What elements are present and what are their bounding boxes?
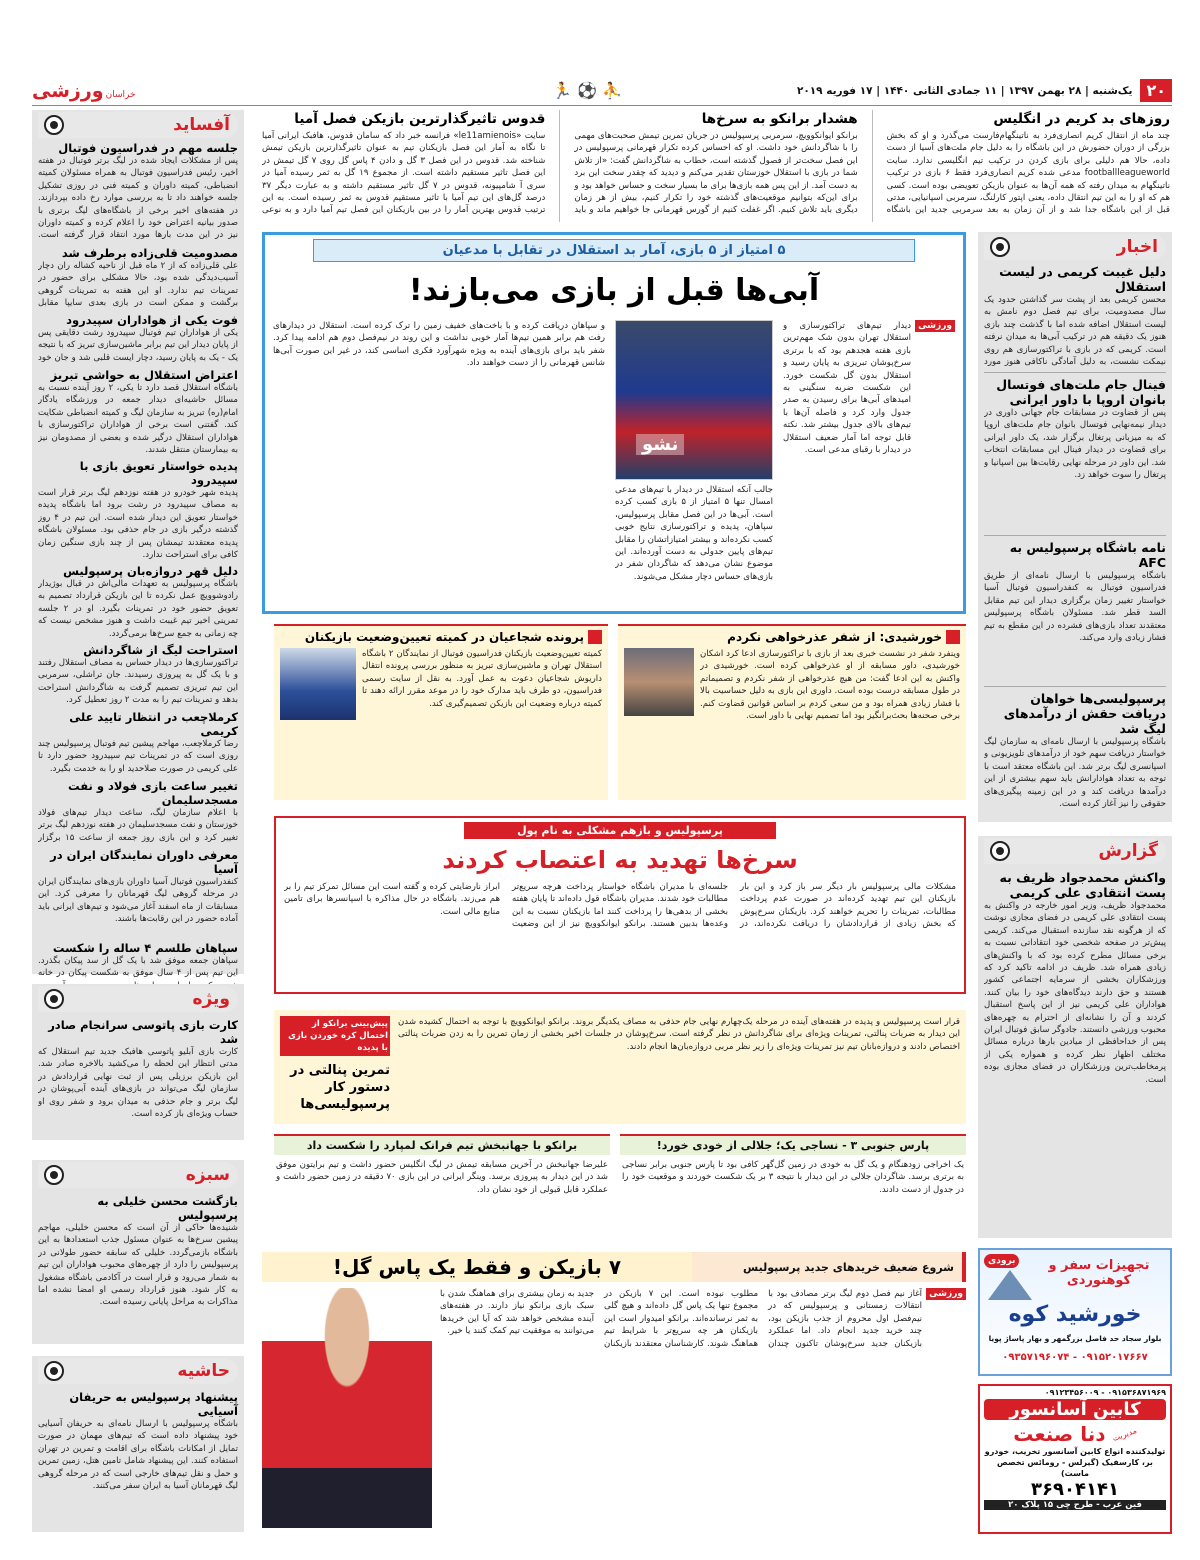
ball-icon [44,115,64,135]
news-item [38,710,238,776]
news-title: نامه باشگاه پرسپولیس به AFC [1009,540,1166,570]
right-report-box [978,836,1172,1238]
news-title: جلسه مهم در فدراسیون فوتبال [58,141,238,155]
main-story-box [262,232,966,614]
red-marker-icon [946,630,960,644]
story-kicker: پرسپولیس و بازهم مشکلی به نام پول [464,822,776,839]
logo-city: خراسان [105,89,136,100]
news-text: باشگاه پرسپولیس با ارسال نامه‌ای از طریق فدراسیون فوتبال به کنفدراسیون فوتبال آسیا خواستار تغییر زمان برگزاری دیدار این تیم مقابل السد قطر شد. مسئولان باشگاه پرسپولیس معتقدند تعداد بازی‌های فشرده در این مقطع به تیم فشار زیادی وارد می‌کند. [984,571,1166,644]
news-text: باشگاه پرسپولیس به تعهدات مالی‌اش در قبال بوژیدار رادوشوویچ عمل نکرده تا این بازیکن قرارداد تصمیم به تعویق حضور خود در تمرینات بگیرد. او در ۲ جلسه تمرینی اخیر تیم غیبت داشت و هنوز مشخص نیست که چه زمانی به جمع سرخ‌ها برمی‌گردد. [38,579,238,639]
news-text: شنیده‌ها حاکی از آن است که محسن خلیلی، مهاجم پیشین سرخ‌ها به عنوان مسئول جذب استعدادها به این باشگاه بازمی‌گردد. خلیلی که سابقه حضور طولانی در پرسپولیس را دارد از چهره‌های محبوب هواداران این تیم به شمار می‌رود و قرار است در آکادمی باشگاه مشغول به کار شود. هنوز قرارداد رسمی او امضا نشده اما مذاکرات به مراحل پایانی رسیده است. [38,1223,238,1308]
referee-photo [624,648,694,716]
section-title: حاشیه [177,1361,230,1381]
body-text: علیرضا جهانبخش در آخرین مسابقه تیمش در لیگ انگلیس حضور داشت و تیم برایتون موفق شد در این دیدار به پیروزی برسد. وینگر ایرانی در این بازی ۷۰ دقیقه در زمین حضور داشت و عملکرد قابل قبولی از خود نشان داد. [276,1160,608,1195]
duo-right [620,1134,966,1244]
logo-word: ورزشی [32,79,104,102]
news-item [38,459,238,561]
sponsor-text: نشو [636,434,684,455]
main-headline: آبی‌ها قبل از بازی می‌بازند! [408,273,820,308]
news-title: تغییر ساعت بازی فولاد و نفت مسجدسلیمان [68,779,238,807]
penalty-box [274,1010,966,1124]
news-text: سپاهان جمعه موفق شد با یک گل از سد پیکان بگذرد. این تیم پس از ۴ سال موفق به شکست پیکان در خانه [38,956,238,979]
body-text: و سپاهان دریافت کرده و با باخت‌های خفیف زمین را ترک کرده است. استقلال در دیدارهای رفت هم برابر همین تیم‌ها آمار خوبی نداشت و این روند در نیم‌فصل دوم هم ادامه پیدا کرد. شفر باید برای بازی‌های آینده به ویژه شهرآورد فکری اساسی کند، در غیر این صورت آبی‌ها شانس قهرمانی را از دست خواهند داد. [273,321,605,369]
box-kicker: خورشیدی: از شفر عذرخواهی نکردم [727,630,942,644]
ad-badge: برودی [984,1254,1019,1268]
news-text: پس از قضاوت در مسابقات جام جهانی داوری در دیدار نیمه‌نهایی فوتسال بانوان جام ملت‌های اروپا که به میزبانی پرتغال برگزار شد، یک داور ایرانی برای قضاوت در دیدار فینال این مسابقات انتخاب شد. این داور در مرحله نهایی رقابت‌ها بین اسپانیا و پرتغال را سوت خواهد زد. [984,408,1166,481]
news-title: کارت بازی پاتوسی سرانجام صادر شد [48,1018,238,1046]
news-title: معرفی داوران نمایندگان ایران در آسیا [50,848,238,876]
page-header [32,76,1172,106]
ad-phone: ۰۹۱۵۲۰۱۷۶۶۷ - ۰۹۳۵۷۱۹۶۰۷۴ [1002,1352,1148,1363]
section-banner-offside [38,112,238,138]
body-text: مشکلات مالی پرسپولیس بار دیگر سر باز کرد و این بار بازیکنان این تیم تهدید کرده‌اند در صورت عدم پرداخت مطالبات، تمرینات را تحریم خواهند کرد. بازیکنان سرخ‌پوش که بخش زیادی از قراردادشان را دریافت نکرده‌اند، در جلسه‌ای با مدیران باشگاه خواستار پرداخت هرچه سریع‌تر مطالبات خود شدند. مدیران باشگاه قول داده‌اند تا پایان هفته بخشی از بدهی‌ها را پرداخت کنند اما بازیکنان نسبت به این وعده‌ها بدبین هستند. برانکو ایوانکوویچ نیز از این وضعیت ابراز نارضایتی کرده و گفته است این مسائل تمرکز تیم را بر هم می‌زند. باشگاه در حال مذاکره با اسپانسرها برای تامین منابع مالی است. [284,882,956,930]
box-label: پیش‌بینی برانکو از احتمال کره خوردن بازی با پدیده [280,1016,390,1056]
news-text: با اعلام سازمان لیگ، ساعت دیدار تیم‌های فولاد خوزستان و نفت مسجدسلیمان در هفته نوزدهم لیگ برتر تغییر کرد و این بازی روز جمعه از ساعت ۱۵ برگزار [38,808,238,843]
news-text: محسن کریمی بعد از پشت سر گذاشتن حدود یک سال مصدومیت، برای تیم فصل دوم نامش به لیست استقلال اضافه شده اما با گذشت چند بازی هنوز یک دقیقه هم در ترکیب آبی‌ها به میدان نرفته است. کریمی که در بازی با تراکتورسازی هم روی نیمکت نشست، به دلیل آمادگی ناکافی هنوز مورد [984,295,1166,368]
section-banner-special [38,986,238,1012]
news-text: باشگاه استقلال قصد دارد تا یکی، ۲ روز آینده نسبت به مسائل حاشیه‌ای دیدار جمعه در ورزشگاه یادگار امام(ره) تبریز به سازمان لیگ و کمیته انضباطی شکایت کند. گفتنی است برخی از هواداران تراکتورسازی با هواداران استقلال درگیر شده و بعضی از مصدومان نیز به بیمارستان منتقل شدند. [38,383,238,456]
top-story-2 [574,110,857,222]
news-item [38,246,238,310]
news-item [984,377,1166,531]
news-text: محمدجواد ظریف، وزیر امور خارجه در واکنش به پست انتقادی علی کریمی در فضای مجازی نوشت که از هرگونه نقد سازنده استقبال می‌کند. کریمی پیش‌تر در صفحه شخصی خود انتقاداتی نسبت به برخی مسائل مطرح کرده بود که با واکنش‌های زیادی همراه شد. ظریف در ادامه تاکید کرد که ورزشکاران بخشی از سرمایه اجتماعی کشور هستند و حق دارند دیدگاه‌های خود را بیان کنند. هواداران علی کریمی نیز از این پاسخ استقبال کردند و آن را نشانه‌ای از احترام به چهره‌های محبوب ورزشی دانستند. جادوگر سابق فوتبال ایران پس از خداحافظی از میادین بارها درباره مسائل مختلف اظهار نظر کرده و همواره یکی از پرمخاطب‌ترین ورزشکاران در فضای مجازی بوده است. [984,901,1166,1085]
section-title: اخبار [1116,237,1158,257]
top-strip [262,110,1170,222]
left-news-column [32,110,244,979]
body-text: کمیته تعیین‌وضعیت بازیکنان فدراسیون فوتبال از نمایندگان ۲ باشگاه استقلال تهران و ماشین‌سازی تبریز به منظور بررسی پرونده انتقال داریوش شجاعیان دعوت به عمل آورد. به نقل از سایت رسمی فدراسیون، دو طرف باید مدارک خود را در موعد مقرر ارائه دهند تا کمیته درباره وضعیت این بازیکن تصمیم‌گیری کند. [362,649,602,709]
section-title: گزارش [1098,841,1158,861]
top-story-3 [262,110,545,222]
story-headline: سرخ‌ها تهدید به اعتصاب کردند [442,846,798,874]
section-banner-report [984,838,1166,864]
headline: قدوس تاثیرگذارترین بازیکن فصل آمیا [294,111,546,127]
ad-mountain-gear [978,1248,1172,1376]
ad-phone-top: ۰۹۱۵۳۶۸۷۱۹۶۹ - ۰۹۱۲۳۴۵۶۰۰۹ [1044,1388,1166,1397]
story-kicker: شروع ضعیف خریدهای جدید پرسپولیس [743,1260,954,1274]
transfer-box [274,624,608,800]
news-item [38,368,238,456]
player-photo [262,1288,432,1528]
new-signings-story [262,1252,966,1534]
news-title: بازگشت محسن خلیلی به پرسپولیس [97,1194,238,1222]
news-item [38,141,238,243]
sport-pictograms: ⛹ ⚽ 🏃 [552,81,622,100]
news-title: پیشنهاد پرسپولیس به حریفان آسیایی [69,1390,238,1418]
headline: هشدار برانکو به سرخ‌ها [701,111,858,127]
ball-icon [990,841,1010,861]
story-kicker: پارس جنوبی ۳ - نساجی یک؛ جلالی از خودی خورد! [620,1136,966,1155]
news-item [38,643,238,707]
news-title: کرملاچعب در انتظار تایید علی کریمی [69,710,238,738]
source-tag: ورزشی [915,320,955,332]
news-title: دلیل قهر دروازه‌بان پرسپولیس [63,564,238,578]
news-text: یکی از هواداران تیم فوتبال سپیدرود رشت دقایقی پس از پایان دیدار این تیم برابر ماشین‌سازی تبریز که با نتیجه یک - یک به پایان رسید، دچار ایست قلبی شد و جان خود [38,328,238,363]
news-title: پدیده خواستار تعویق بازی با سپیدرود [79,459,238,487]
news-text: کارت بازی آبلیو پاتوسی هافبک جدید تیم استقلال که مدتی انتظار این لحظه را می‌کشید بالاخره صادر شد. این بازیکن برزیلی پس از ثبت نهایی قراردادش در سازمان لیگ می‌تواند در بازی‌های آینده آبی‌پوشان در لیگ برتر و جام حذفی به میدان برود و شفر روی او حساب ویژه‌ای باز کرده است. [38,1047,238,1120]
section-title: آفساید [173,115,230,135]
main-col-right [783,320,955,596]
ad-phone: ۳۶۹۰۴۱۴۱ [1031,1479,1119,1500]
left-margin-box [32,1356,244,1532]
news-item [984,540,1166,682]
body-text: وینفرد شفر در نشست خبری بعد از بازی با تراکتورسازی ادعا کرد اشکان خورشیدی، داور مسابقه از او عذرخواهی کرده است. خورشیدی در واکنش به این ادعا گفت: من هیچ عذرخواهی از شفر نکردم و تصمیماتم در طول مسابقه درست بوده است. داوری این بازی به دلیل حساسیت بالا با فشار زیادی همراه بود و من سعی کردم بر اساس قوانین قضاوت کنم. برخی صحنه‌ها بحث‌برانگیز بود اما تصمیم نهایی با داور است. [700,649,960,722]
ad-title: تجهیزات سفر و کوهنوردی [1048,1258,1150,1288]
ad-brand: خورشید کوه [1008,1302,1142,1327]
news-title: مصدومیت قلی‌زاده برطرف شد [61,246,238,260]
news-title: فوت یکی از هواداران سپیدرود [66,313,238,327]
news-item [38,848,238,938]
left-special-box [32,984,244,1140]
news-text: علی قلی‌زاده که از ۲ ماه قبل از ناحیه کشاله ران دچار آسیب‌دیدگی شده بود، حالا مشکلی برای حضور در تمرینات تیم ندارد. او این هفته به تمرینات گروهی برگشت و ممکن است در بازی بعدی سایپا مقابل [38,261,238,309]
box-headline: تمرین پنالتی در دستور کار پرسپولیسی‌ها [290,1063,390,1112]
ad-elevator [978,1384,1172,1534]
body-text: یک اخراجی زودهنگام و یک گل به خودی در زمین گل‌گهر کافی بود تا پارس جنوبی برابر نساجی به برتری برسد. شاگردان جلالی در این دیدار با نتیجه ۳ بر یک شکست خوردند و موقعیت خود را در جدول از دست دادند. [622,1160,964,1195]
news-title: اعتراض استقلال به حواشی تبریز [50,368,238,382]
mountain-icon [988,1270,1032,1300]
news-text: باشگاه پرسپولیس با ارسال نامه‌ای به سازمان لیگ خواستار دریافت سهم خود از درآمدهای تلویزیونی و اسپانسری لیگ برتر شد. این باشگاه معتقد است با توجه به تعداد هوادارانش باید سهم بیشتری از این درآمدها دریافت کند و در این زمینه پیگیری‌های حقوقی را نیز آغاز کرده است. [984,737,1166,810]
section-title: ویژه [192,989,230,1009]
news-text: پدیده شهر خودرو در هفته نوزدهم لیگ برتر قرار است به مصاف سپیدرود در رشت برود اما باشگاه پدیده خواستار تعویق این دیدار شده است. این تیم در ۴ روز گذشته درگیر بازی در جام حذفی بود. مسئولان باشگاه پدیده معتقدند تیمشان پس از چند بازی سنگین زمان کافی برای استراحت ندارد. [38,488,238,561]
news-item [38,779,238,845]
box-kicker: پرونده شجاعیان در کمیته تعیین‌وضعیت بازیکنان [304,630,584,644]
news-text: باشگاه پرسپولیس با ارسال نامه‌ای به حریفان آسیایی خود پیشنهاد داده است که تیم‌های مهمان در صورت تمایل از امکانات باشگاه برای اقامت و تمرین در تهران استفاده کنند. این پیشنهاد شامل تامین هتل، زمین تمرین و حمل و نقل تیم‌های خارجی است که در مرحله گروهی لیگ قهرمانان آسیا به ایران سفر می‌کنند. [38,1419,238,1492]
news-title: واکنش محمدجواد ظریف به پست انتقادی علی کریمی [999,870,1166,900]
right-news-column [978,232,1172,822]
ad-title: کابین آسانسور [984,1399,1166,1420]
referee-box [618,624,966,800]
date-line: یک‌شنبه | ۲۸ بهمن ۱۳۹۷ | ۱۱ جمادی الثانی ۱۴۴۰ | ۱۷ فوریه ۲۰۱۹ [796,84,1133,97]
section-logo [32,80,136,102]
news-title: فینال جام ملت‌های فوتسال بانوان اروپا با داور ایرانی [996,377,1166,407]
ad-address: فین عرب - طرح چی ۱۵ پلاک ۲۰ [984,1500,1166,1510]
body-text: آغاز نیم فصل دوم لیگ برتر مصادف بود با انتقالات زمستانی و پرسپولیس که در نیم‌فصل اول محروم از جذب بازیکن بود، چند خرید جدید انجام داد. اما عملکرد بازیکنان جدید سرخ‌پوشان تاکنون چندان مطلوب نبوده است. این ۷ بازیکن در مجموع تنها یک پاس گل داده‌اند و هیچ گلی به ثمر نرسانده‌اند. برانکو امیدوار است این بازیکنان هر چه سریع‌تر با شرایط تیم هماهنگ شوند. کارشناسان معتقدند بازیکنان جدید به زمان بیشتری برای هماهنگ شدن با سبک بازی برانکو نیاز دارند. در هفته‌های آینده مشخص خواهد شد که آیا این خریدها می‌توانند به موفقیت تیم کمک کنند یا خیر. [440,1289,923,1349]
ad-description: تولیدکننده انواع کابین آسانسور تخریب، خودرو بر، کارسفیک (گیرلس - رومائس تخصص ماست) [984,1447,1166,1478]
player-photo [280,648,356,720]
left-green-box [32,1160,244,1344]
headline: روزهای بد کریم در انگلیس [993,111,1170,127]
source-tag: ورزشی [926,1288,966,1300]
news-item [984,264,1166,368]
news-text: پس از مشکلات ایجاد شده در لیگ برتر فوتبال در هفته اخیر، رئیس فدراسیون فوتبال به همراه مسئولان کمیته انضباطی، کمیته داوران و کمیته فنی در روزی تشکیل جلسه خواهند داد تا به بررسی موارد رخ داده بپردازند. در هفته‌های اخیر برخی از باشگاه‌های لیگ برتری با صدور بیانیه اعتراض خود را اعلام کرده و کمیته داوران نیز در این مدت بارها مورد انتقاد قرار گرفته است. [38,156,238,241]
news-title: دلیل غیبت کریمی در لیست استقلال [999,264,1166,294]
ball-icon [44,1361,64,1381]
page-number: ۲۰ [1140,79,1172,102]
news-item [984,691,1166,822]
duo-left [274,1134,610,1244]
body-text: جالب آنکه استقلال در دیدار با تیم‌های مدعی امسال تنها ۵ امتیاز از ۵ بازی کسب کرده است. آبی‌ها در این فصل مقابل پرسپولیس، سپاهان، پدیده و تراکتورسازی نتایج خوبی کسب نکرده‌اند و بیشتر امتیازاتشان را مقابل تیم‌های پایین جدولی به دست آورده‌اند. این موضوع نشان می‌دهد که شاگردان شفر در بازی‌های حساس دچار مشکل می‌شوند. [615,485,773,582]
ball-icon [990,237,1010,257]
news-title: سپاهان طلسم ۴ ساله را شکست [52,941,238,955]
news-text: کنفدراسیون فوتبال آسیا داوران بازی‌های نمایندگان ایران در مرحله گروهی لیگ قهرمانان را معرفی کرد. این مسابقات از ماه اسفند آغاز می‌شود و تیم‌های ایرانی باید آماده حضور در این رقابت‌ها باشند. [38,877,238,925]
match-photo [615,320,773,480]
section-banner-green [38,1162,238,1188]
news-text: رضا کرملاچعب، مهاجم پیشین تیم فوتبال پرسپولیس چند روزی است که در تمرینات تیم سپیدرود حضور دارد تا علی کریمی در صورت صلاحدید او را به خدمت بگیرد. [38,739,238,774]
news-text: تراکتورسازی‌ها در دیدار حساس به مصاف استقلال رفتند و با یک گل به پیروزی رسیدند. جان تراشلی، سرمربی این تیم تبریزی تصمیم گرفت به شاگردانش استراحت بدهد و تمرینات تیم را به مدت ۲ روز تعطیل کرد. [38,658,238,706]
body-text: دیدار تیم‌های تراکتورسازی و استقلال تهران بدون شک مهم‌ترین بازی هفته هجدهم بود که با برتری سرخ‌پوشان تبریزی به پایان رسید و استقلال بدون گل شکست خورد. این شکست ضربه سنگینی به امیدهای آبی‌ها برای رسیدن به صدر جدول وارد کرد و فاصله آن‌ها با تیم‌های بالای جدول بیشتر شد. نکته قابل توجه اما آمار ضعیف استقلال در دیدار با رقبای مدعی است. [783,321,912,456]
strike-story-box [274,816,966,994]
news-title: پرسپولیسی‌ها خواهان دریافت حقش از درآمدهای لیگ شد [1003,691,1166,736]
news-item [38,313,238,365]
section-title: سبزه [185,1165,230,1185]
red-marker-icon [588,630,602,644]
ad-brand: دنا صنعت [1013,1422,1106,1446]
story-kicker: برانکو با جهانبخش تیم فرانک لمپارد را شکست داد [274,1136,610,1155]
body-text: سایت «le11amienois» فرانسه خبر داد که سامان قدوس، هافبک ایرانی آمیا تا نگاه به آمار این فصل بازیکنان تیم به عنوان تاثیرگذارترین بازیکن تیمش شناخته شد. قدوس در این فصل ۳ گل و دادن ۴ پاس گل روی ۷ گل تیمش در این فصل تاثیر مستقیم داشته است. از مجموع ۱۹ گل به ثمر رسیده آمیا در سری آ شامپیونه، قدوس در ۷ گل تاثیر مستقیم داشته و به عبارت دیگر ۳۷ درصد گل‌های این تیم آمیا با تاثیر مستقیم قدوس به ثمر رسیده است. به این ترتیب قدوس بهترین آمار را در بین بازیکنان این فصل تیم آمیا دارد و به نوعی [262,131,546,216]
main-kicker: ۵ امتیاز از ۵ بازی، آمار بد استقلال در تقابل با مدعیان [313,239,915,262]
ball-icon [44,1165,64,1185]
ad-address: بلوار سجاد حد فاصل بزرگمهر و بهار پاساژ پویا [988,1334,1162,1343]
section-banner-news [984,234,1166,260]
story-headline: ۷ بازیکن و فقط یک پاس گل! [262,1252,692,1282]
news-title: استراحت لیگ از شاگردانش [83,643,238,657]
header-right [797,79,1172,102]
body-text: چند ماه از انتقال کریم انصاری‌فرد به ناتینگهام‌فارست می‌گذرد و او که بخش بزرگی از دوران حضورش در این باشگاه را به دلیل جام ملت‌های آسیا از دست داده، حالا هم دلیلی برای بازی کردن در ترکیب تیم انگلیسی ندارد. سایت footballleagueworld مدعی شده کریم انصاری‌فرد فقط ۶ بازی در ترکیب ناتینگهام به میدان رفته که همه آن‌ها به عنوان بازیکن تعویضی بوده است. کسی هم که او را به این تیم انتقال داده، یعنی اپتور کارلنگ، سرمربی اسپانیایی، مدتی قبل از این باشگاه جدا شد و از آن زمان به بعد سرمربی جدید این باشگاه [886,131,1170,216]
section-banner-margin [38,1358,238,1384]
ad-badge: مدیریت [1110,1425,1138,1443]
body-text: قرار است پرسپولیس و پدیده در هفته‌های آینده در مرحله یک‌چهارم نهایی جام حذفی به مصاف یکدیگر بروند. برانکو ایوانکوویچ با توجه به احتمال کشیده شدن این دیدار به ضربات پنالتی، تمرینات ویژه‌ای برای شاگردانش در نظر گرفته است. سرخ‌پوشان در جلسات اخیر بخشی از زمان تمرین را به زدن ضربات پنالتی اختصاص دادند و دروازه‌بانان تیم نیز تمرینات ویژه‌ای را زیر نظر مربی دروازه‌بان‌ها انجام دادند. [398,1017,960,1052]
body-text: برانکو ایوانکوویچ، سرمربی پرسپولیس در جریان تمرین تیمش صحبت‌های مهمی را با شاگردانش خود داشت. او که احساس کرده تکرار قهرمانی پرسپولیس در این فصل سخت‌تر از فصول گذشته است، خطاب به شاگردانش گفت: «از تلاش شما در بازی با استقلال خوزستان تقدیر می‌کنم و دیدید که چقدر سخت این برد به دست آمد. از این پس همه بازی‌ها برای ما بسیار سخت و حساس خواهد بود و برای این‌که بتوانیم موقعیت‌های گذشته خود را تکرار کنیم، بیش از هر زمان دیگری باید تلاش کنیم. اگر غفلت کنیم از گورس قهرمانی جا خواهیم ماند و باید [574,131,858,216]
ball-icon [44,989,64,1009]
news-item [38,564,238,640]
top-story-1 [887,110,1170,222]
